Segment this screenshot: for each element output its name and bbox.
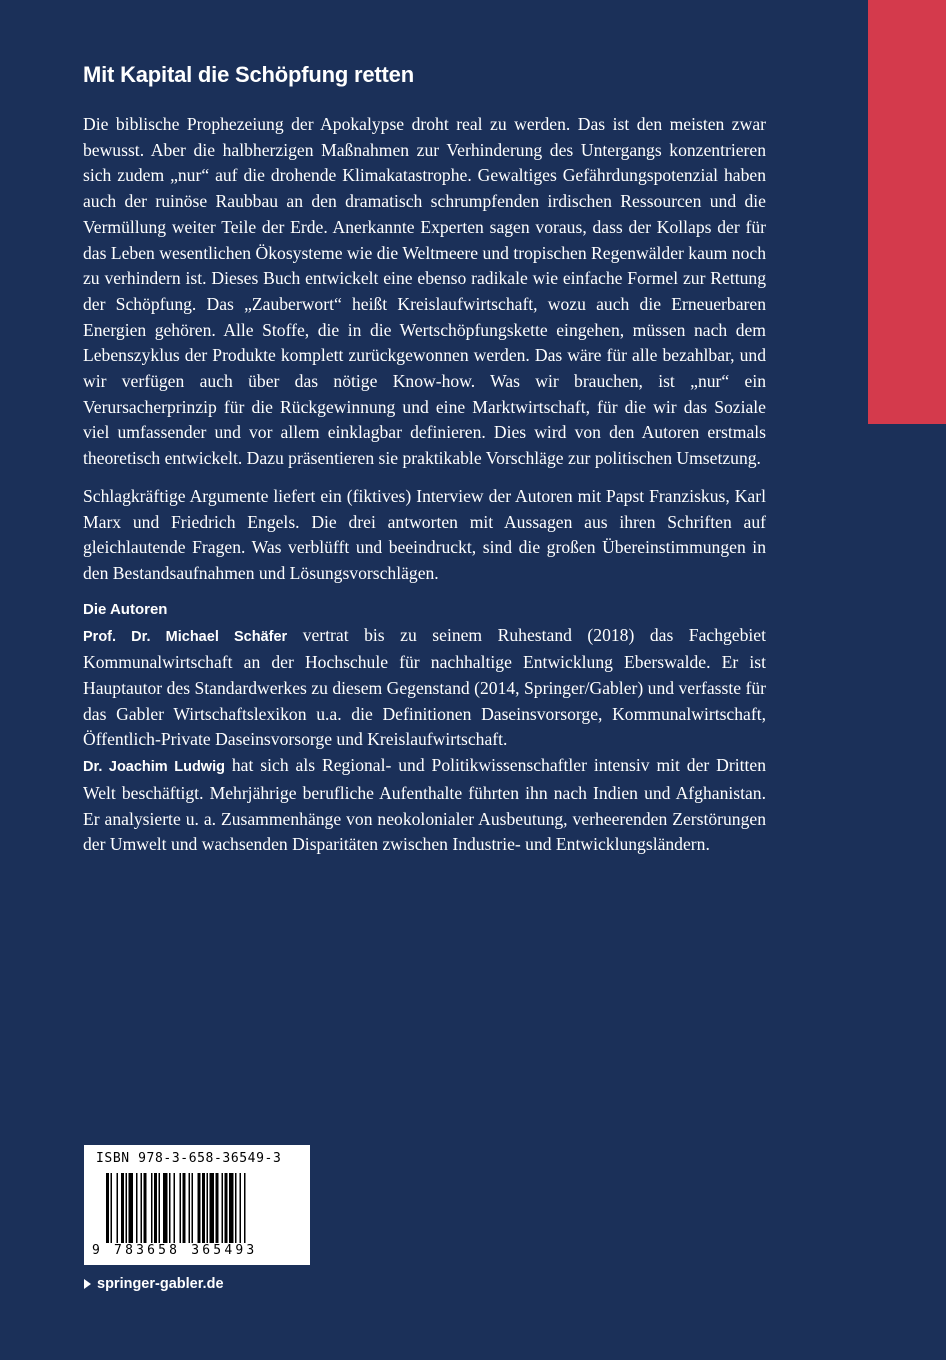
authors-heading: Die Autoren: [83, 600, 168, 618]
barcode-bar: [183, 1173, 186, 1243]
barcode-bar: [126, 1173, 128, 1243]
barcode-bar: [121, 1173, 124, 1243]
barcode-bar: [106, 1173, 109, 1243]
isbn-barcode-box: [84, 1145, 310, 1265]
barcode-bar: [198, 1173, 201, 1243]
barcode-bar: [174, 1173, 176, 1243]
back-cover-text: [83, 60, 766, 858]
barcode-bar: [244, 1173, 246, 1243]
website-link[interactable]: [84, 1276, 224, 1292]
website-text: springer-gabler.de: [97, 1276, 224, 1292]
barcode-digits: 9 783658 365493: [92, 1243, 258, 1258]
barcode-bar: [202, 1173, 205, 1243]
description-paragraph-2: Schlagkräftige Argumente liefert ein (fiktives) Interview der Autoren mit Papst Franziskus, Karl Marx und Friedrich Engels. Die drei antworten mit Aussagen aus ihren Schriften auf gleichlautende Fragen. Was verblüfft und beeindruckt, sind die großen Übereinstimmungen in den Bestandsaufnahmen und Lösungsvorschlägen.: [83, 485, 766, 583]
book-title: Mit Kapital die Schöpfung retten: [83, 62, 414, 87]
barcode-bar: [225, 1173, 228, 1243]
barcode-bar: [222, 1173, 224, 1243]
author-bio-1: [83, 623, 766, 754]
barcode-bar: [141, 1173, 143, 1243]
barcode-bar: [169, 1173, 171, 1243]
barcode-bar: [117, 1173, 119, 1243]
arrow-right-icon: [84, 1279, 91, 1289]
barcode-bar: [163, 1173, 168, 1243]
barcode-bar: [235, 1173, 237, 1243]
barcode-bar: [192, 1173, 194, 1243]
accent-strip: [868, 0, 946, 424]
barcode-bar: [229, 1173, 234, 1243]
barcode-bar: [210, 1173, 215, 1243]
author-text-2: hat sich als Regional- und Politikwissenschaftler intensiv mit der Dritten Welt beschäftigt. Mehrjährige berufliche Aufenthalte führten ihn nach Indien und Afghanistan. Er analysierte u. a. Zusammenhänge von neokolonialer Ausbeutung, verheerenden Zerstörungen der Umwelt und wachsenden Disparitäten zwischen Industrie- und Entwicklungsländern.: [83, 755, 767, 855]
barcode-bar: [154, 1173, 157, 1243]
barcode-bar: [189, 1173, 191, 1243]
barcode-bar: [136, 1173, 138, 1243]
barcode-bar: [240, 1173, 242, 1243]
isbn-label: ISBN 978-3-658-36549-3: [96, 1151, 282, 1166]
author-name-1: Prof. Dr. Michael Schäfer: [83, 628, 288, 645]
description-paragraph-1: Die biblische Prophezeiung der Apokalypse droht real zu werden. Das ist den meisten zwar bewusst. Aber die halbherzigen Maßnahmen zur Verhinderung des Untergangs konzentrieren sich zudem „nur“ auf die drohende Klimakatastrophe. Gewaltiges Gefährdungspotenzial haben auch der ruinöse Raubbau an den dramatisch schrumpfenden irdischen Ressourcen und die Vermüllung weiter Teile der Erde. Anerkannte Experten sagen voraus, dass der Kollaps der für das Leben wesentlichen Ökosysteme wie die Weltmeere und tropischen Regenwälder kaum noch zu verhindern ist. Dieses Buch entwickelt eine ebenso radikale wie einfache Formel zur Rettung der Schöpfung. Das „Zauberwort“ heißt Kreislaufwirtschaft, wozu auch die Erneuerbaren Energien gehören. Alle Stoffe, die in die Wertschöpfungskette eingehen, müssen nach dem Lebenszyklus der Produkte komplett zurückgewonnen werden. Das wäre für alle bezahlbar, und wir verfügen auch über das nötige Know-how. Was wir brauchen, ist „nur“ ein Verursacherprinzip für die Rückgewinnung und eine Marktwirtschaft, für die wir das Soziale viel umfassender und vor allem einklagbar definieren. Dies wird von den Autoren erstmals theoretisch entwickelt. Dazu präsentieren sie praktikable Vorschläge zur politischen Umsetzung.: [83, 114, 766, 469]
barcode-graphic: [106, 1173, 290, 1243]
barcode-bar: [151, 1173, 153, 1243]
barcode-bar: [144, 1173, 147, 1243]
author-name-2: Dr. Joachim Ludwig: [83, 759, 225, 776]
barcode-bar: [111, 1173, 113, 1243]
barcode-bar: [207, 1173, 209, 1243]
barcode-bar: [129, 1173, 134, 1243]
barcode-bar: [180, 1173, 182, 1243]
author-bio-2: [83, 753, 766, 858]
barcode-bar: [216, 1173, 219, 1243]
author-text-1: vertrat bis zu seinem Ruhestand (2018) das Fachgebiet Kommunalwirtschaft an der Hochschule für nachhaltige Entwicklung Eberswalde. Er ist Hauptautor des Standardwerkes zu diesem Gegenstand (2014, Springer/Gabler) und verfasste für das Gabler Wirtschaftslexikon u.a. die Definitionen Daseinsvorsorge, Kommunalwirtschaft, Öffentlich-Private Daseinsvorsorge und Kreislaufwirtschaft.: [83, 624, 766, 750]
barcode-bar: [159, 1173, 161, 1243]
